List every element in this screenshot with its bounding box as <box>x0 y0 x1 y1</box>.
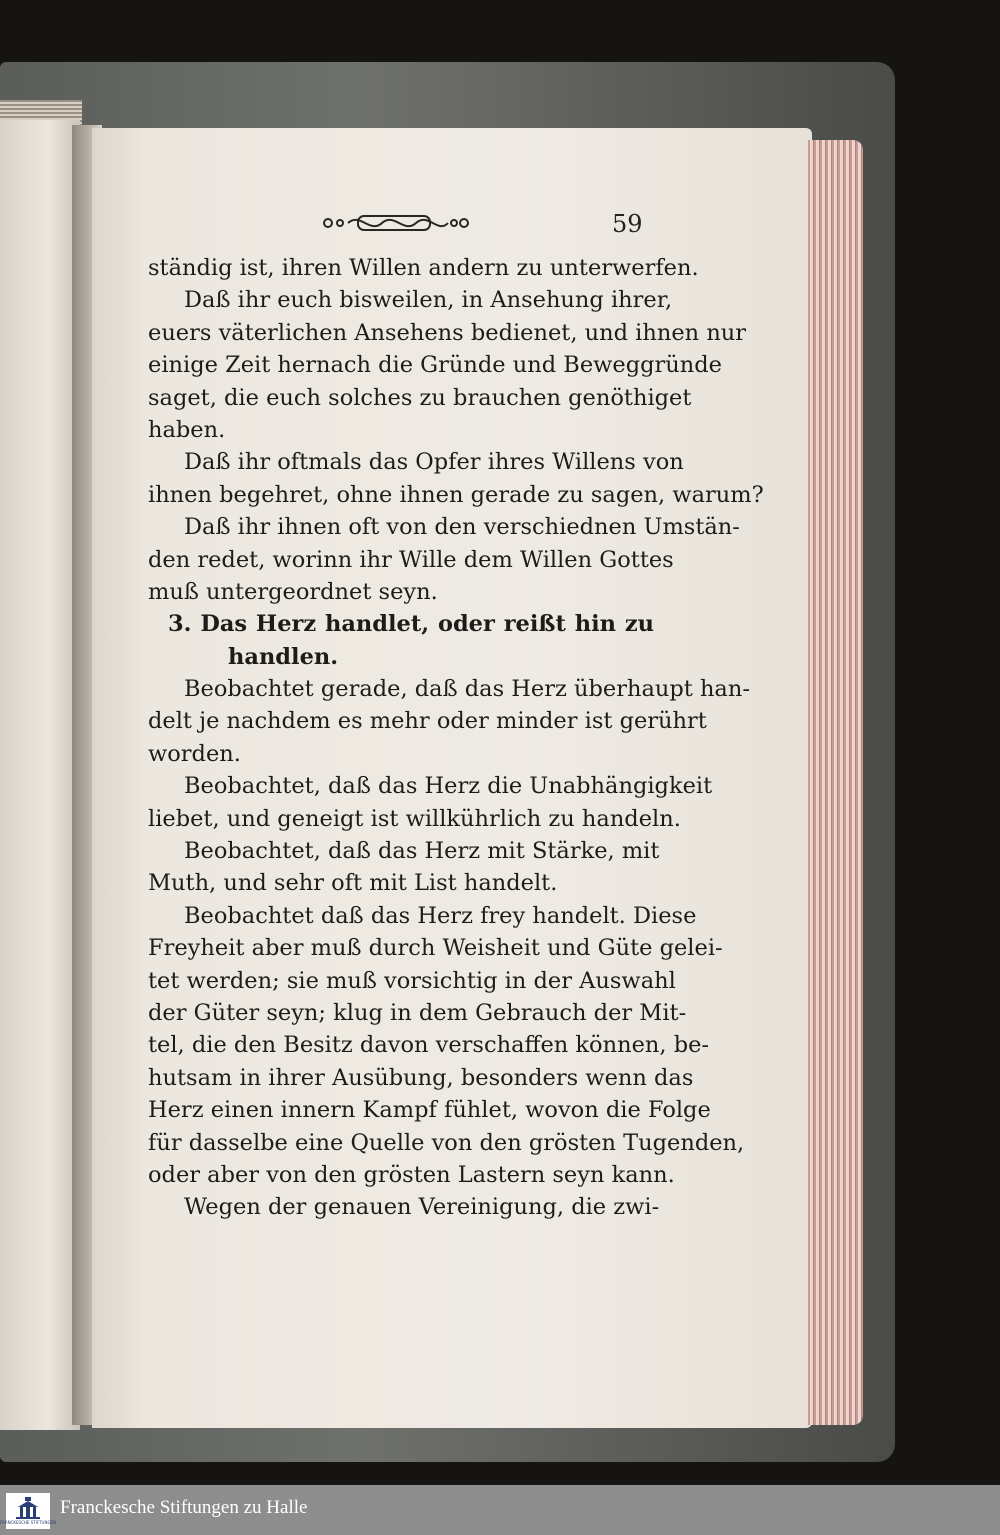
text-line: muß untergeordnet seyn. <box>148 578 438 605</box>
text-line: Beobachtet gerade, daß das Herz überhaupt han- <box>184 676 750 703</box>
text-line: handlen. <box>228 643 339 670</box>
footer-bar <box>0 1485 1000 1535</box>
text-line: tel, die den Besitz davon verschaffen können, be- <box>148 1032 710 1059</box>
text-line: einige Zeit hernach die Gründe und Beweggründe <box>148 352 722 379</box>
page-fore-edge <box>808 140 863 1425</box>
footer-label: Franckesche Stiftungen zu Halle <box>60 1497 308 1518</box>
text-line: tet werden; sie muß vorsichtig in der Auswahl <box>148 967 676 994</box>
text-line: Beobachtet daß das Herz frey handelt. Diese <box>184 902 697 929</box>
text-line: Beobachtet, daß das Herz mit Stärke, mit <box>184 838 660 865</box>
page-text <box>148 252 764 1224</box>
text-line: ihnen begehret, ohne ihnen gerade zu sagen, warum? <box>148 481 764 508</box>
text-line: liebet, und geneigt ist willkührlich zu handeln. <box>148 805 681 832</box>
text-line: den redet, worinn ihr Wille dem Willen Gottes <box>148 546 674 573</box>
institution-logo-icon <box>0 1493 57 1529</box>
text-line: haben. <box>148 416 226 443</box>
text-line: worden. <box>148 740 241 767</box>
text-line: saget, die euch solches zu brauchen genöthiget <box>148 384 692 411</box>
text-line: Freyheit aber muß durch Weisheit und Güte gelei- <box>148 935 723 962</box>
text-line: hutsam in ihrer Ausübung, besonders wenn das <box>148 1064 694 1091</box>
page-number: 59 <box>612 210 643 238</box>
text-line: 3. Das Herz handlet, oder reißt hin zu <box>168 611 654 638</box>
text-line: Wegen der genauen Vereinigung, die zwi- <box>184 1194 660 1221</box>
text-line: Muth, und sehr oft mit List handelt. <box>148 870 558 897</box>
left-page <box>0 120 80 1430</box>
text-line: Herz einen innern Kampf fühlet, wovon die Folge <box>148 1097 711 1124</box>
text-line: Daß ihr euch bisweilen, in Ansehung ihrer, <box>184 287 673 314</box>
text-line: delt je nachdem es mehr oder minder ist gerührt <box>148 708 707 735</box>
text-line: Beobachtet, daß das Herz die Unabhängigkeit <box>184 773 713 800</box>
text-line: euers väterlichen Ansehens bedienet, und ihnen nur <box>148 319 747 346</box>
header-ornament-icon <box>320 212 470 234</box>
text-line: ständig ist, ihren Willen andern zu unterwerfen. <box>148 255 699 281</box>
text-line: Daß ihr ihnen oft von den verschiednen Umstän- <box>184 514 740 541</box>
text-line: oder aber von den grösten Lastern seyn kann. <box>148 1161 675 1188</box>
svg-text:FRANCKESCHE STIFTUNGEN: FRANCKESCHE STIFTUNGEN <box>0 1520 57 1525</box>
text-line: der Güter seyn; klug in dem Gebrauch der Mit- <box>148 999 687 1026</box>
text-line: für dasselbe eine Quelle von den grösten Tugenden, <box>148 1129 745 1156</box>
text-line: Daß ihr oftmals das Opfer ihres Willens von <box>184 449 684 476</box>
